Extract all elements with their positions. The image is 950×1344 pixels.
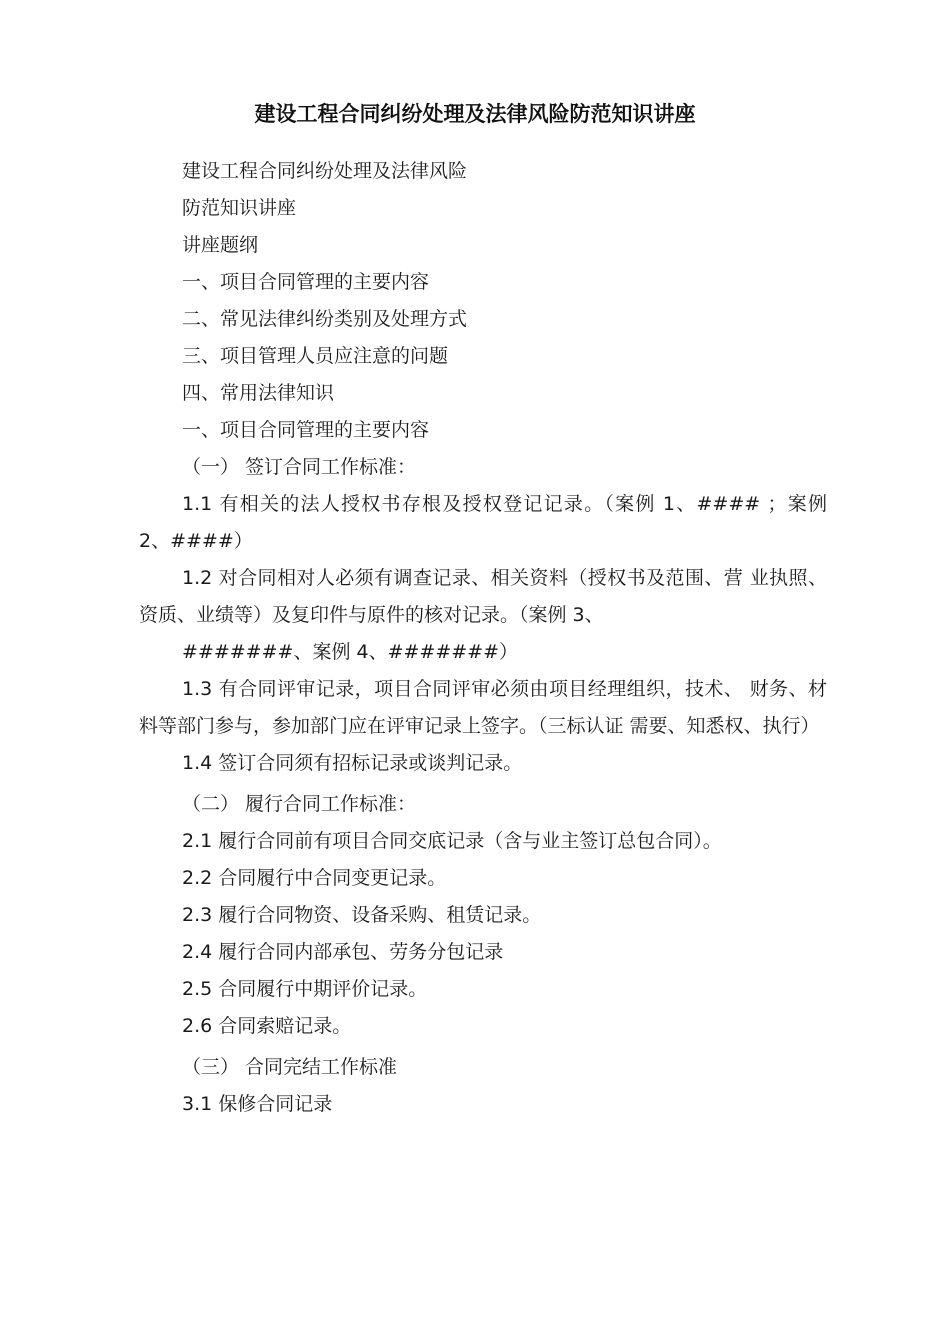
outline-item: 四、常用法律知识	[182, 382, 335, 404]
paragraph: 防范知识讲座	[182, 197, 297, 219]
clause-2-3: 2.3 履行合同物资、设备采购、租赁记录。	[182, 904, 542, 926]
subsection-heading: （二） 履行合同工作标准：	[182, 793, 417, 815]
outline-item: 一、项目合同管理的主要内容	[182, 271, 430, 293]
clause-3-1: 3.1 保修合同记录	[182, 1093, 333, 1115]
subsection-heading: （三） 合同完结工作标准	[182, 1056, 398, 1078]
clause-1-1: 1.1 有相关的法人授权书存根及授权登记记录。（案例 1、#### ；案例 2、####）	[139, 493, 827, 552]
clause-2-5: 2.5 合同履行中期评价记录。	[182, 978, 428, 1000]
clause-1-3: 1.3 有合同评审记录，项目合同评审必须由项目经理组织，技术、 财务、材料等部门参与，参加部门应在评审记录上签字。（三标认证 需要、知悉权、执行）	[139, 678, 827, 737]
document-title: 建设工程合同纠纷处理及法律风险防范知识讲座	[254, 102, 696, 126]
clause-1-2: 1.2 对合同相对人必须有调查记录、相关资料（授权书及范围、营 业执照、资质、业绩等）及复印件与原件的核对记录。（案例 3、	[139, 567, 827, 626]
clause-1-4: 1.4 签订合同须有招标记录或谈判记录。	[182, 752, 523, 774]
outline-item: 三、项目管理人员应注意的问题	[182, 345, 449, 367]
paragraph: 建设工程合同纠纷处理及法律风险	[182, 160, 468, 182]
clause-2-4: 2.4 履行合同内部承包、劳务分包记录	[182, 941, 504, 963]
subsection-heading: （一） 签订合同工作标准：	[182, 456, 417, 478]
clause-2-6: 2.6 合同索赔记录。	[182, 1015, 352, 1037]
document-body	[139, 153, 827, 1123]
clause-1-2-continued: #######、案例 4、#######）	[182, 641, 519, 663]
clause-2-1: 2.1 履行合同前有项目合同交底记录（含与业主签订总包合同）。	[182, 830, 722, 852]
clause-2-2: 2.2 合同履行中合同变更记录。	[182, 867, 447, 889]
section-heading: 一、项目合同管理的主要内容	[182, 419, 430, 441]
outline-item: 二、常见法律纠纷类别及处理方式	[182, 308, 468, 330]
paragraph: 讲座题纲	[182, 234, 259, 256]
